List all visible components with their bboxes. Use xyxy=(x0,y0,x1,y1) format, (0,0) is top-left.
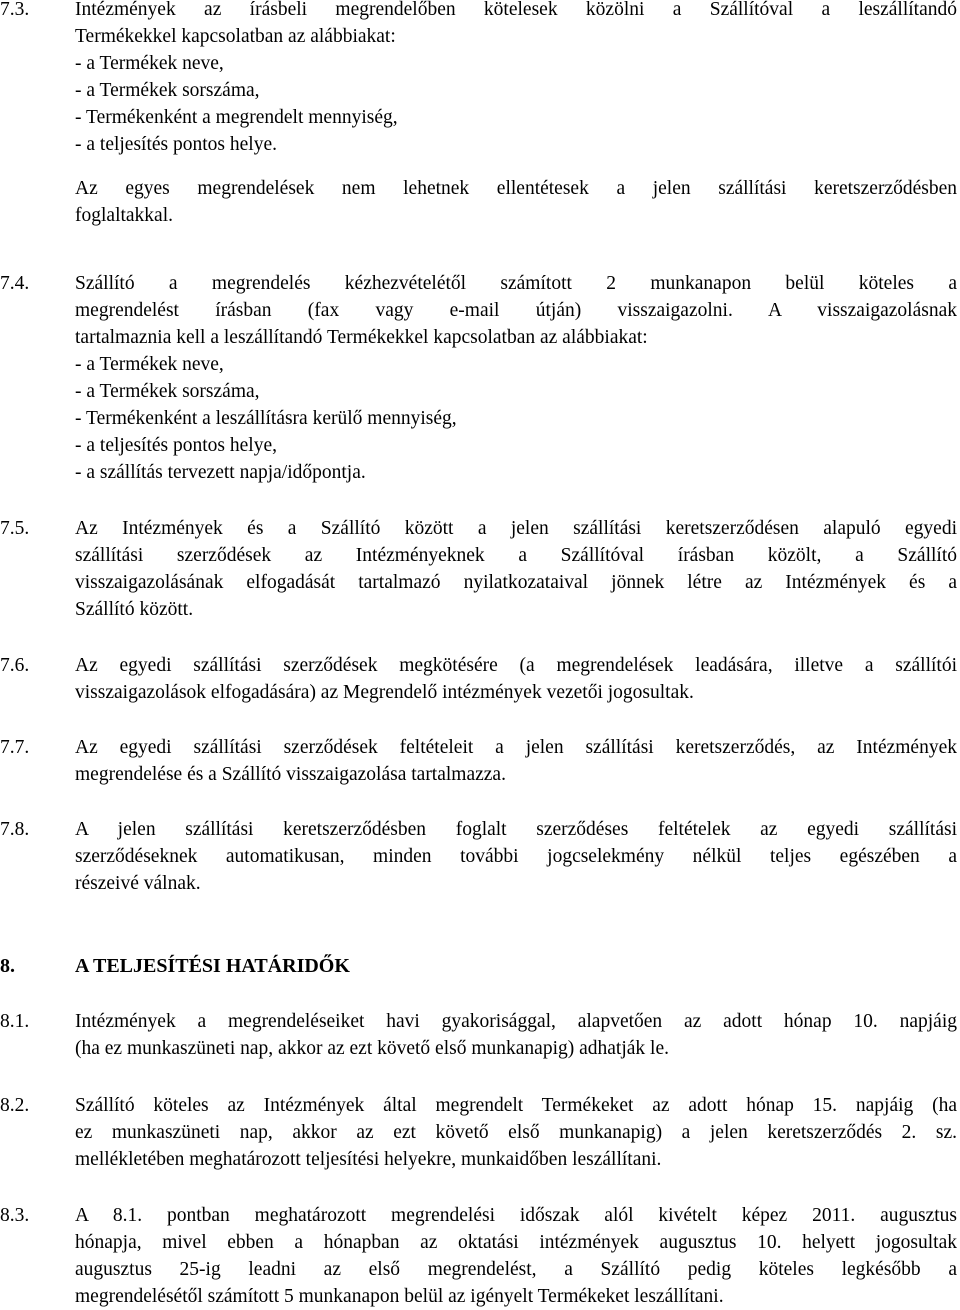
paragraph-line: Az egyes megrendelések nem lehetnek ellentétesek a jelen szállítási keretszerződésben xyxy=(75,178,957,199)
paragraph-line: Szállító köteles az Intézmények által megrendelt Termékeket az adott hónap 15. napjáig (ha xyxy=(75,1095,957,1116)
paragraph-line: megrendelést írásban (fax vagy e-mail útján) visszaigazolni. A visszaigazolásnak xyxy=(75,300,957,321)
section-number: 7.5. xyxy=(0,518,30,539)
list-item: - a teljesítés pontos helye. xyxy=(75,134,277,155)
section-body xyxy=(75,1008,957,1062)
paragraph-line: hónapja, mivel ebben a hónapban az oktatási intézmények augusztus 10. helyett jogosultak xyxy=(75,1232,957,1253)
paragraph-line: megrendelésétől számított 5 munkanapon belül az igényelt Termékeket leszállítani. xyxy=(75,1286,724,1307)
section-number: 7.4. xyxy=(0,273,30,294)
section-number: 8.1. xyxy=(0,1011,30,1032)
paragraph-line: visszaigazolásának elfogadását tartalmazó nyilatkozataival jönnek létre az Intézmények és a xyxy=(75,572,957,593)
paragraph-line: A jelen szállítási keretszerződésben foglalt szerződéses feltételek az egyedi szállítási xyxy=(75,819,957,840)
section-body xyxy=(75,515,957,623)
paragraph-line: tartalmaznia kell a leszállítandó Termékekkel kapcsolatban az alábbiakat: xyxy=(75,327,648,348)
list-item: - a Termékek neve, xyxy=(75,354,224,375)
heading-text: A TELJESÍTÉSI HATÁRIDŐK xyxy=(75,955,350,977)
paragraph-line: megrendelése és a Szállító visszaigazolása tartalmazza. xyxy=(75,764,506,785)
paragraph-line: szállítási szerződések az Intézményeknek a Szállítóval írásban közölt, a Szállító xyxy=(75,545,957,566)
section-number: 8.3. xyxy=(0,1205,30,1226)
paragraph-line: visszaigazolások elfogadására) az Megrendelő intézmények vezetői jogosultak. xyxy=(75,682,694,703)
list-item: - a szállítás tervezett napja/időpontja. xyxy=(75,462,366,483)
paragraph-line: Az Intézmények és a Szállító között a jelen szállítási keretszerződésen alapuló egyedi xyxy=(75,518,957,539)
list-item: - a Termékek sorszáma, xyxy=(75,381,260,402)
section-body xyxy=(75,652,957,706)
paragraph-line: Termékekkel kapcsolatban az alábbiakat: xyxy=(75,26,396,47)
paragraph-line: Szállító a megrendelés kézhezvételétől számított 2 munkanapon belül köteles a xyxy=(75,273,957,294)
section-number: 7.8. xyxy=(0,819,30,840)
paragraph-line: szerződéseknek automatikusan, minden további jogcselekmény nélkül teljes egészében a xyxy=(75,846,957,867)
paragraph-line: ez munkaszüneti nap, akkor az ezt követő első munkanapig) a jelen keretszerződés 2. sz. xyxy=(75,1122,957,1143)
section-body xyxy=(75,1092,957,1173)
paragraph-line: A 8.1. pontban meghatározott megrendelési időszak alól kivételt képez 2011. augusztus xyxy=(75,1205,957,1226)
paragraph-line: Szállító között. xyxy=(75,599,194,620)
paragraph-line: (ha ez munkaszüneti nap, akkor az ezt követő első munkanapig) adhatják le. xyxy=(75,1038,669,1059)
section-number: 8. xyxy=(0,955,15,977)
section-number: 8.2. xyxy=(0,1095,30,1116)
paragraph-line: foglaltakkal. xyxy=(75,205,174,226)
section-body xyxy=(75,734,957,788)
section-title xyxy=(75,953,957,980)
section-number: 7.7. xyxy=(0,737,30,758)
paragraph-line: augusztus 25-ig leadni az első megrendelést, a Szállító pedig köteles legkésőbb a xyxy=(75,1259,957,1280)
list-item: - a Termékek neve, xyxy=(75,53,224,74)
list-item: - Termékenként a megrendelt mennyiség, xyxy=(75,107,398,128)
section-number: 7.3. xyxy=(0,0,30,20)
section-number: 7.6. xyxy=(0,655,30,676)
section-body xyxy=(75,816,957,897)
list-item: - a Termékek sorszáma, xyxy=(75,80,260,101)
list-item: - Termékenként a leszállításra kerülő mennyiség, xyxy=(75,408,457,429)
paragraph-line: mellékletében meghatározott teljesítési helyekre, munkaidőben leszállítani. xyxy=(75,1149,662,1170)
section-body xyxy=(75,270,957,486)
paragraph-line: Intézmények az írásbeli megrendelőben kötelesek közölni a Szállítóval a leszállítandó xyxy=(75,0,957,20)
paragraph-line: részeivé válnak. xyxy=(75,873,201,894)
paragraph-line: Intézmények a megrendeléseiket havi gyakorisággal, alapvetően az adott hónap 10. napjáig xyxy=(75,1011,957,1032)
section-body xyxy=(75,0,957,229)
paragraph-line: Az egyedi szállítási szerződések megkötésére (a megrendelések leadására, illetve a szállítói xyxy=(75,655,957,676)
paragraph-line: Az egyedi szállítási szerződések feltételeit a jelen szállítási keretszerződés, az Intézmények xyxy=(75,737,957,758)
section-body xyxy=(75,1202,957,1310)
list-item: - a teljesítés pontos helye, xyxy=(75,435,277,456)
